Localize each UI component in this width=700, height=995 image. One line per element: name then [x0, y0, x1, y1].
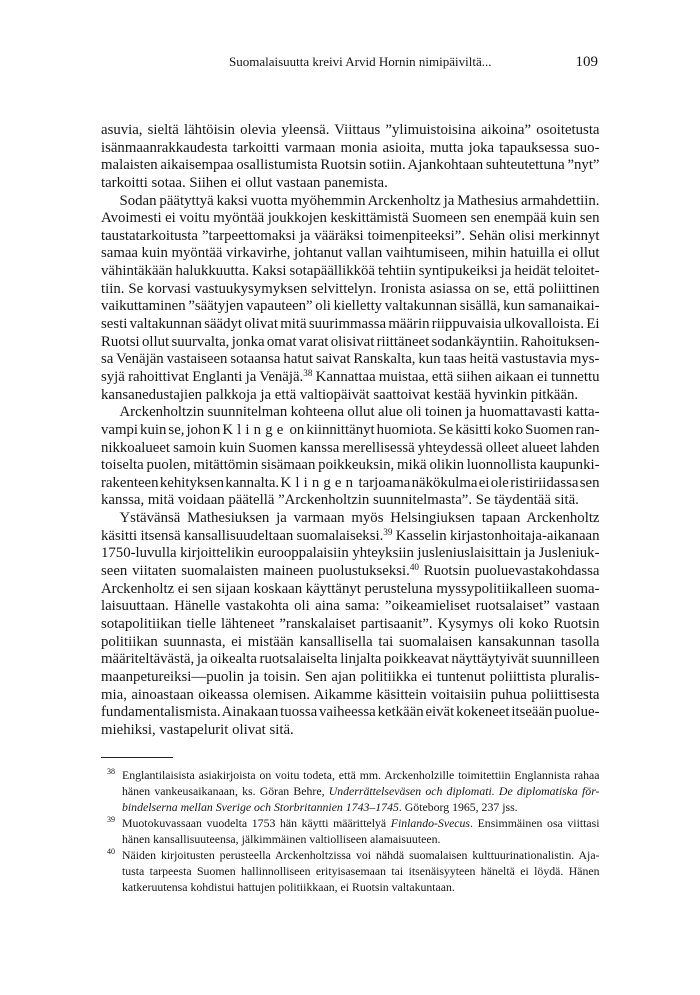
letterspaced-name: Klinge — [222, 421, 288, 438]
text-run: seen viitaten suomalaisten maineen puolustukseksi. — [101, 563, 410, 580]
text-run: tarkoitti sotaa. Siihen ei ollut vastaan panemista. — [101, 174, 388, 191]
text-run: Ruotsin puoluevastakohdassa — [418, 563, 600, 580]
text-line — [101, 404, 600, 422]
text-run: Englantilaisista asiakirjoista on voitu todeta, että mm. Arckenholzille toimitettiin Englannista rahaa — [122, 768, 600, 782]
text-run: samaa kuin myöntää virkavirhe, johtanut vallan vaihtumiseen, mihin hatuilla ei ollut — [101, 245, 600, 262]
text-run: Sodan päätyttyä kaksi vuotta myöhemmin Arckenholtz ja Mathesius armahdettiin. — [119, 192, 600, 209]
text-run: laisuuttaan. Hänelle vastakohta oli aina sama: ”oikeamieliset ruotsalaiset” vastaan — [101, 598, 600, 615]
text-run: sa Venäjän vastaiseen sotaansa hatut saivat Ranskalta, kun taas heitä vastustavia mys- — [101, 351, 600, 368]
text-run: katkeruutensa kohdistui hattujen politiikkaan, ei Ruotsin valtakuntaan. — [122, 880, 455, 894]
text-run: tarjoama näkökulma ei ole ristiriidassa sen — [357, 474, 600, 491]
text-line — [101, 510, 600, 528]
body-paragraph — [101, 122, 600, 193]
footnote-reference: 40 — [409, 561, 419, 572]
text-line — [122, 879, 600, 895]
text-run: Avoimesti ei voitu myöntää joukkojen keskittämistä Suomeen sen enempää kuin sen — [101, 210, 600, 227]
text-line — [101, 634, 600, 652]
footnotes — [101, 767, 600, 895]
text-line — [101, 457, 600, 475]
text-line — [101, 140, 600, 158]
text-line — [101, 669, 600, 687]
text-line — [101, 245, 600, 263]
text-run: vaikuttaminen ”säätyjen vapauteen” oli kielletty valtakunnan sisällä, kun samanaikai- — [101, 298, 600, 315]
letterspaced-name: Klingen — [280, 474, 358, 491]
text-run: politiikan suunnasta, ei mistään kansallisella tai suomalaisen kansakunnan tasolla — [101, 633, 600, 650]
text-line — [101, 528, 600, 546]
footnote-separator — [101, 757, 173, 758]
text-line — [101, 351, 600, 369]
text-run: 1750-luvulla kirjoittelikin eurooppalaisiin yhteyksiin jusleniuslaisittain ja Jusleniuk- — [101, 545, 600, 562]
text-run: kansanedustajien palkkoja ja että valtiopäivät saattoivat kestää hyvinkin pitkään. — [101, 386, 579, 403]
text-run: tusta tarpeesta Suomen hallinnolliseen erityisasemaan tai itsenäisyyteen häneltä ei löydä. Hänen — [122, 864, 600, 878]
text-run: sotapolitiikan tielle lähteneet ”ranskalaiset partisaanit”. Kysymys oli koko Ruotsin — [101, 615, 600, 632]
footnote-reference: 39 — [383, 526, 393, 537]
footnote-text — [122, 815, 600, 847]
footnote — [101, 767, 600, 815]
text-run: Näiden kirjoitusten perusteella Arckenholtzissa voi nähdä suomalaisen kulttuurinationalistin. Aja- — [122, 848, 600, 862]
italic-text: Finlando-Svecus — [390, 816, 471, 830]
footnote-reference: 38 — [303, 367, 313, 378]
text-run: rakenteen kehityksen kannalta. — [101, 474, 281, 491]
text-line — [101, 563, 600, 581]
text-line — [101, 687, 600, 705]
text-line — [101, 545, 600, 563]
italic-text: Underrättelseväsen och diplomati. De diplomatiska för- — [328, 784, 600, 798]
body-paragraph — [101, 510, 600, 739]
text-line — [101, 616, 600, 634]
page-number: 109 — [575, 54, 598, 70]
text-line — [122, 847, 600, 863]
text-line — [101, 598, 600, 616]
text-line — [101, 316, 600, 334]
text-line — [101, 193, 600, 211]
text-run: toiselta puolen, mitättömin sisämaan poikkeuksin, mikä olikin luonnollista kaupunki- — [101, 457, 600, 474]
text-run: malaisten aikaisempaa osallistumista Ruotsin sotiin. Ajankohtaan suhteutettuna ”nyt” — [101, 157, 600, 174]
text-line — [101, 722, 600, 740]
text-line — [101, 704, 600, 722]
text-line — [101, 298, 600, 316]
italic-text: bindelserna mellan Sverige och Storbritannien 1743–1745 — [122, 800, 399, 814]
footnote-number: 40 — [107, 847, 115, 856]
text-line — [122, 863, 600, 879]
footnote-text — [122, 767, 600, 815]
text-line — [101, 157, 600, 175]
text-run: Ystävänsä Mathesiuksen ja varmaan myös Helsingiuksen tapaan Arckenholtz — [119, 510, 600, 527]
text-line — [101, 581, 600, 599]
text-run: . Ensimmäinen osa viittasi — [470, 816, 600, 830]
text-line — [101, 122, 600, 140]
text-run: isänmaanrakkaudesta tarkoitti varmaan monia asioita, mutta joka tapauksessa suo- — [101, 139, 600, 156]
text-line — [122, 799, 600, 815]
text-run: Arckenholtz ei sen sijaan koskaan käyttänyt perusteluna myssypolitiikalleen suoma- — [101, 580, 600, 597]
text-line — [101, 475, 600, 493]
text-run: on kiinnittänyt huomiota. Se käsitti koko Suomen ran- — [287, 421, 600, 438]
text-run: vähintäkään halukkuutta. Kaksi sotapäällikköä tehtiin syntipukeiksi ja heidät teloitet- — [101, 263, 600, 280]
text-line — [101, 175, 600, 193]
text-run: Kannattaa muistaa, että siihen aikaan ei tunnettu — [312, 368, 600, 385]
text-run: tiin. Se korvasi vastuukysymyksen selvittelyn. Ironista asiassa on se, että poliittinen — [101, 280, 600, 297]
text-line — [101, 422, 600, 440]
footnote-number: 39 — [107, 815, 115, 824]
body-paragraph — [101, 193, 600, 405]
text-line — [122, 831, 600, 847]
text-run: . Göteborg 1965, 237 jss. — [398, 800, 518, 814]
text-line — [122, 767, 600, 783]
text-run: sesti valtakunnan säädyt olivat mitä suurimmassa määrin riippuvaisia ulkovalloista. Ei — [101, 316, 600, 333]
text-run: maanpetureiksi—puolin ja toisin. Sen ajan politiikka ei tuntenut poliittista pluralis- — [101, 668, 600, 685]
text-line — [101, 210, 600, 228]
footnote-text — [122, 847, 600, 895]
text-run: taustatarkoitusta ”tarpeettomaksi ja vääräksi toimenpiteeksi”. Sehän olisi merkinnyt — [101, 227, 600, 244]
text-line — [122, 815, 600, 831]
text-run: Ruotsi ollut suurvalta, jonka omat varat olisivat riittäneet sodankäyntiin. Rahoituksen- — [101, 333, 600, 350]
text-line — [122, 783, 600, 799]
body-paragraph — [101, 404, 600, 510]
text-line — [101, 263, 600, 281]
text-run: syjä rahoittivat Englanti ja Venäjä. — [101, 368, 304, 385]
footnote-number: 38 — [107, 767, 115, 776]
text-line — [101, 387, 600, 405]
footnote — [101, 815, 600, 847]
text-line — [101, 334, 600, 352]
running-head — [0, 0, 700, 80]
body-text — [101, 122, 600, 739]
running-head-title: Suomalaisuutta kreivi Arvid Hornin nimipäiviltä... — [229, 54, 492, 69]
text-line — [101, 228, 600, 246]
text-run: Arckenholtzin suunnitelman kohteena ollut alue oli toinen ja huomattavasti katta- — [119, 404, 600, 421]
text-run: fundamentalismista. Ainakaan tuossa vaiheessa ketkään eivät kokeneet itseään puolue- — [101, 704, 600, 721]
text-run: Kasselin kirjastonhoitaja-aikanaan — [392, 527, 600, 544]
text-run: käsitti itsensä kansallisuudeltaan suomalaiseksi. — [101, 527, 384, 544]
text-line — [101, 492, 600, 510]
text-run: asuvia, sieltä lähtöisin olevia yleensä. Viittaus ”ylimuistoisina aikoina” osoitetusta — [101, 122, 600, 138]
text-line — [101, 281, 600, 299]
text-line — [101, 651, 600, 669]
text-run: hänen vankeusaikanaan, ks. Göran Behre, — [122, 784, 329, 798]
text-line — [101, 369, 600, 387]
text-run: mia, ainoastaan oikeassa olemisen. Aikamme käsittein voitaisiin puhua poliittisesta — [101, 686, 600, 703]
text-run: kanssa, mitä voidaan päätellä ”Arckenholtzin suunnitelmasta”. Se täydentää sitä. — [101, 492, 579, 509]
text-run: hänen kansallisuuteensa, jälkimmäinen valtiolliseen alamaisuuteen. — [122, 832, 441, 846]
text-run: Muotokuvassaan vuodelta 1753 hän käytti määrittelyä — [122, 816, 391, 830]
footnote — [101, 847, 600, 895]
text-run: nikkoalueet samoin kuin Suomen kanssa merellisessä yhteydessä olleet alueet lahden — [101, 439, 600, 456]
text-line — [101, 440, 600, 458]
text-run: määriteltävästä, ja oikealta ruotsalaiselta linjalta poikkeavat näyttäytyivät suunnilleen — [101, 651, 600, 668]
text-run: vampi kuin se, johon — [101, 421, 223, 438]
text-run: miehiksi, vastapelurit olivat sitä. — [101, 721, 294, 738]
